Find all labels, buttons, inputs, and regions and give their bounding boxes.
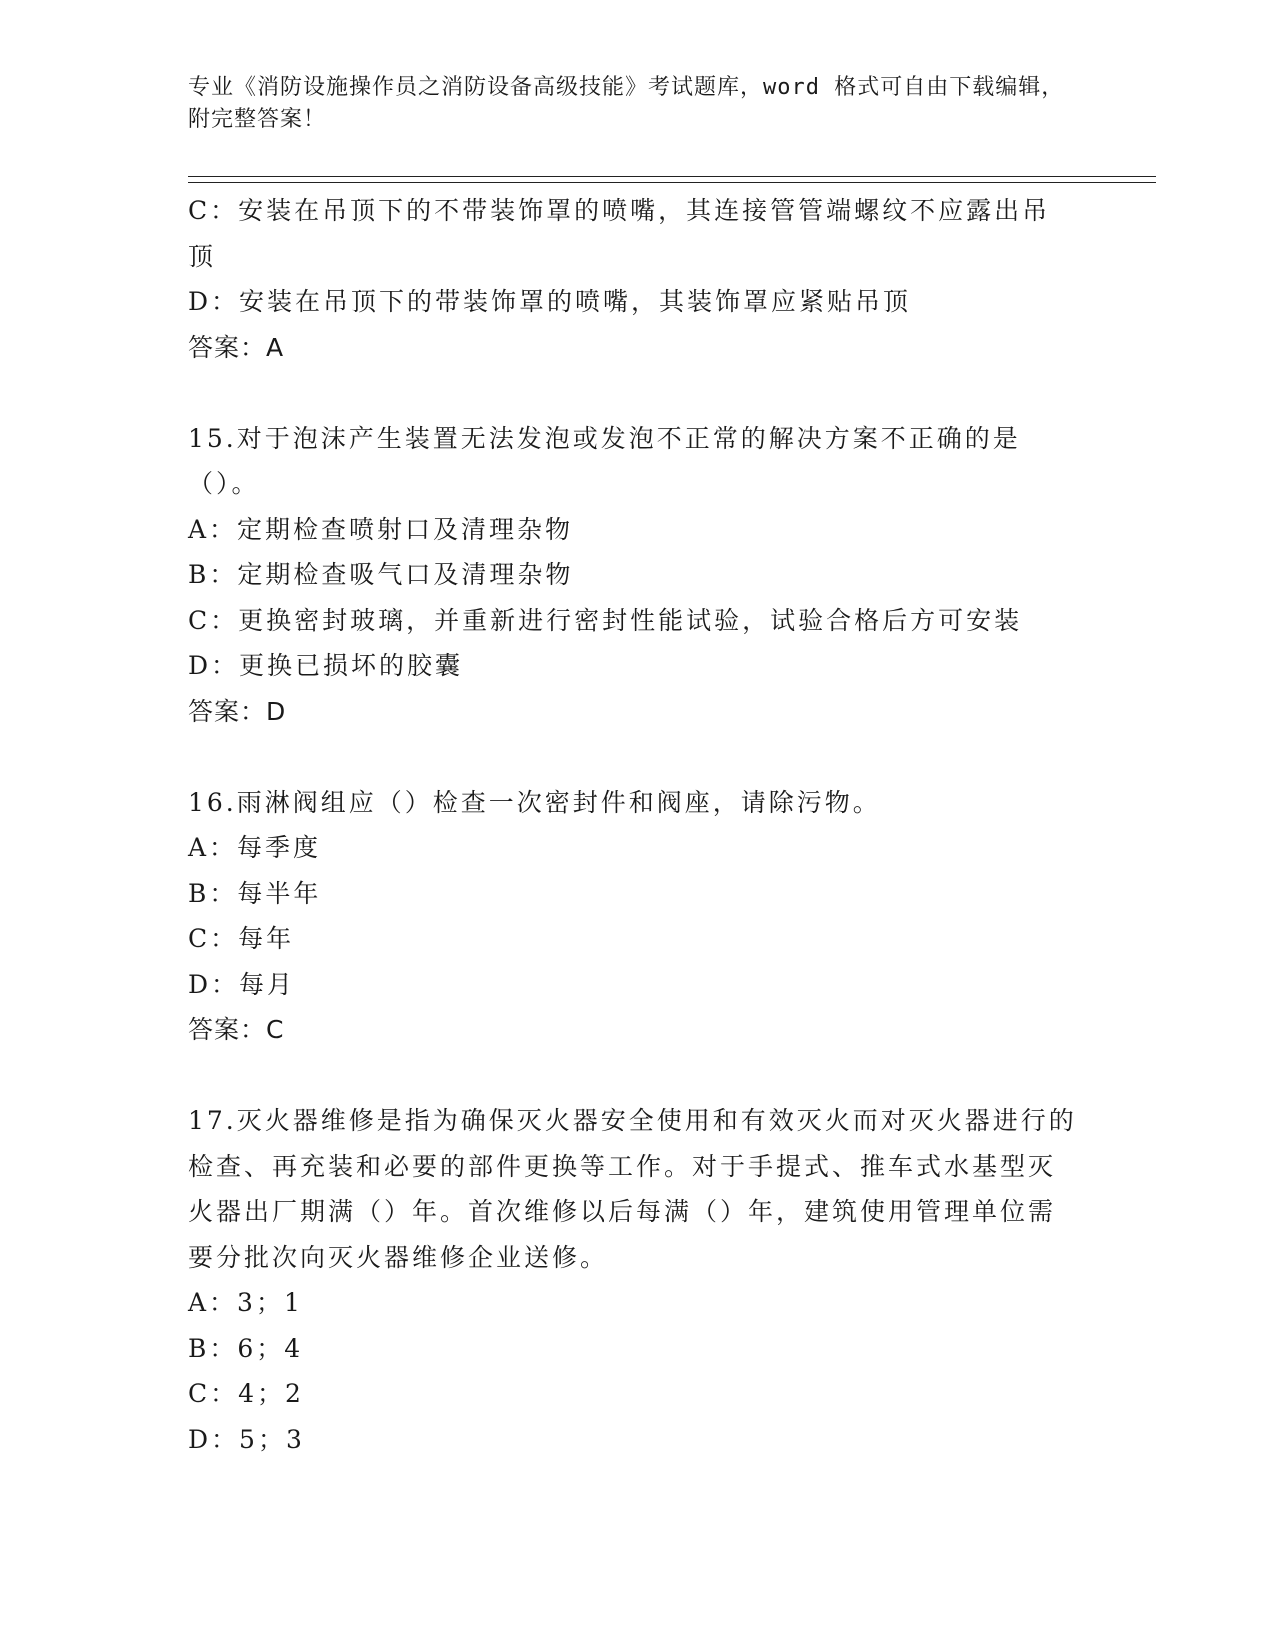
answer-text: 答案：A [188,332,285,362]
option-a: A：定期检查喷射口及清理杂物 [188,514,574,544]
answer-text: 答案：C [188,1015,285,1044]
option-b: B：每半年 [188,878,322,908]
question-text: 16.雨淋阀组应（）检查一次密封件和阀座，请除污物。 [188,787,881,817]
answer-text: 答案：D [188,696,287,726]
header-divider-top [188,176,1156,177]
question-17-block [188,1098,1078,1462]
option-c: C：每年 [188,924,295,953]
option-d: D：5；3 [188,1424,305,1454]
option-b: B：6；4 [188,1333,304,1363]
option-a: A：每季度 [188,833,322,862]
option-c: C：4；2 [188,1379,304,1408]
option-c: C：更换密封玻璃，并重新进行密封性能试验，试验合格后方可安装 [188,605,1023,635]
option-a: A：3；1 [188,1288,303,1317]
spacer [188,1053,1078,1099]
option-d: D：更换已损坏的胶囊 [188,651,464,680]
option-d: D：安装在吊顶下的带装饰罩的喷嘴，其装饰罩应紧贴吊顶 [188,287,912,316]
question-text: 17.灭火器维修是指为确保灭火器安全使用和有效灭火而对灭火器进行的检查、再充装和必要的部件更换等工作。对于手提式、推车式水基型灭火器出厂期满（）年。首次维修以后每满（）年，建筑使用管理单位需要分批次向灭火器维修企业送修。 [188,1106,1077,1272]
question-14-block [188,188,1078,370]
option-b: B：定期检查吸气口及清理杂物 [188,560,574,589]
document-header: 专业《消防设施操作员之消防设备高级技能》考试题库，word 格式可自由下载编辑，附完整答案！ [188,75,1065,132]
question-15-block [188,416,1078,735]
option-c: C：安装在吊顶下的不带装饰罩的喷嘴，其连接管管端螺纹不应露出吊顶 [188,196,1051,271]
spacer [188,734,1078,780]
question-text: 15.对于泡沫产生装置无法发泡或发泡不正常的解决方案不正确的是（）。 [188,423,1021,498]
spacer [188,370,1078,416]
header-divider-bottom [188,182,1156,183]
option-d: D：每月 [188,969,296,999]
question-16-block [188,780,1078,1053]
question-list [188,188,1078,1462]
